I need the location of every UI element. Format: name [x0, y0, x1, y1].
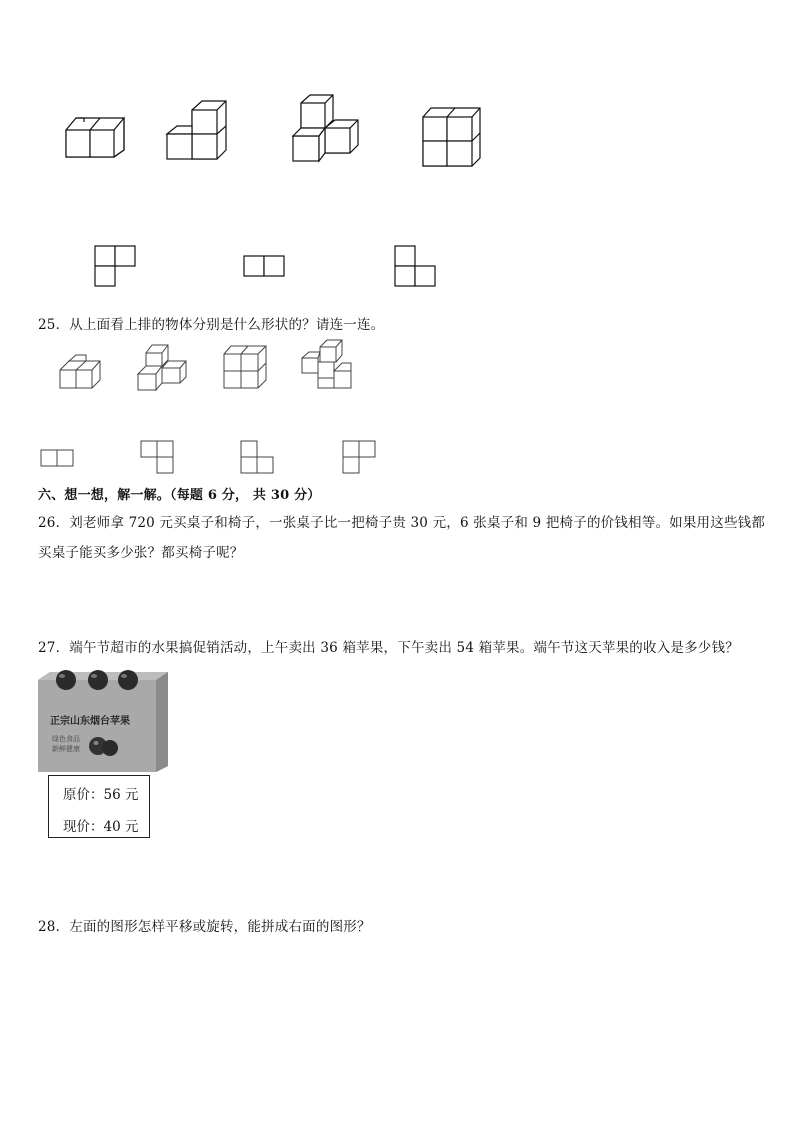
apple-box-sub2: 新鲜健康	[52, 745, 80, 753]
apple-icon	[88, 670, 108, 690]
section-heading: 六、想一想，解一解。（每题 6 分， 共 30 分）	[38, 488, 321, 503]
current-price: 现价：40 元	[63, 819, 139, 835]
q26-text-line2: 买桌子能买多少张？都买椅子呢？	[38, 545, 244, 561]
apple-icon	[56, 670, 76, 690]
apple-icon	[102, 740, 118, 756]
price-box	[48, 775, 150, 838]
q25-view-shape-d	[0, 0, 794, 500]
apple-box-sub1: 绿色食品	[52, 735, 80, 743]
apple-box-image	[38, 668, 170, 774]
apple-box-label: 正宗山东烟台苹果	[50, 716, 130, 727]
q25-text: 25．从上面看上排的物体分别是什么形状的？请连一连。	[38, 317, 385, 333]
q27-text: 27．端午节超市的水果搞促销活动，上午卖出 36 箱苹果，下午卖出 54 箱苹果。端午节这天苹果的收入是多少钱？	[38, 640, 739, 656]
q26-text-line1: 26．刘老师拿 720 元买桌子和椅子，一张桌子比一把椅子贵 30 元，6 张桌子和 9 把椅子的价钱相等。如果用这些钱都	[38, 515, 766, 531]
original-price: 原价：56 元	[63, 787, 139, 803]
apple-icon	[118, 670, 138, 690]
q28-text: 28．左面的图形怎样平移或旋转，能拼成右面的图形？	[38, 919, 371, 935]
